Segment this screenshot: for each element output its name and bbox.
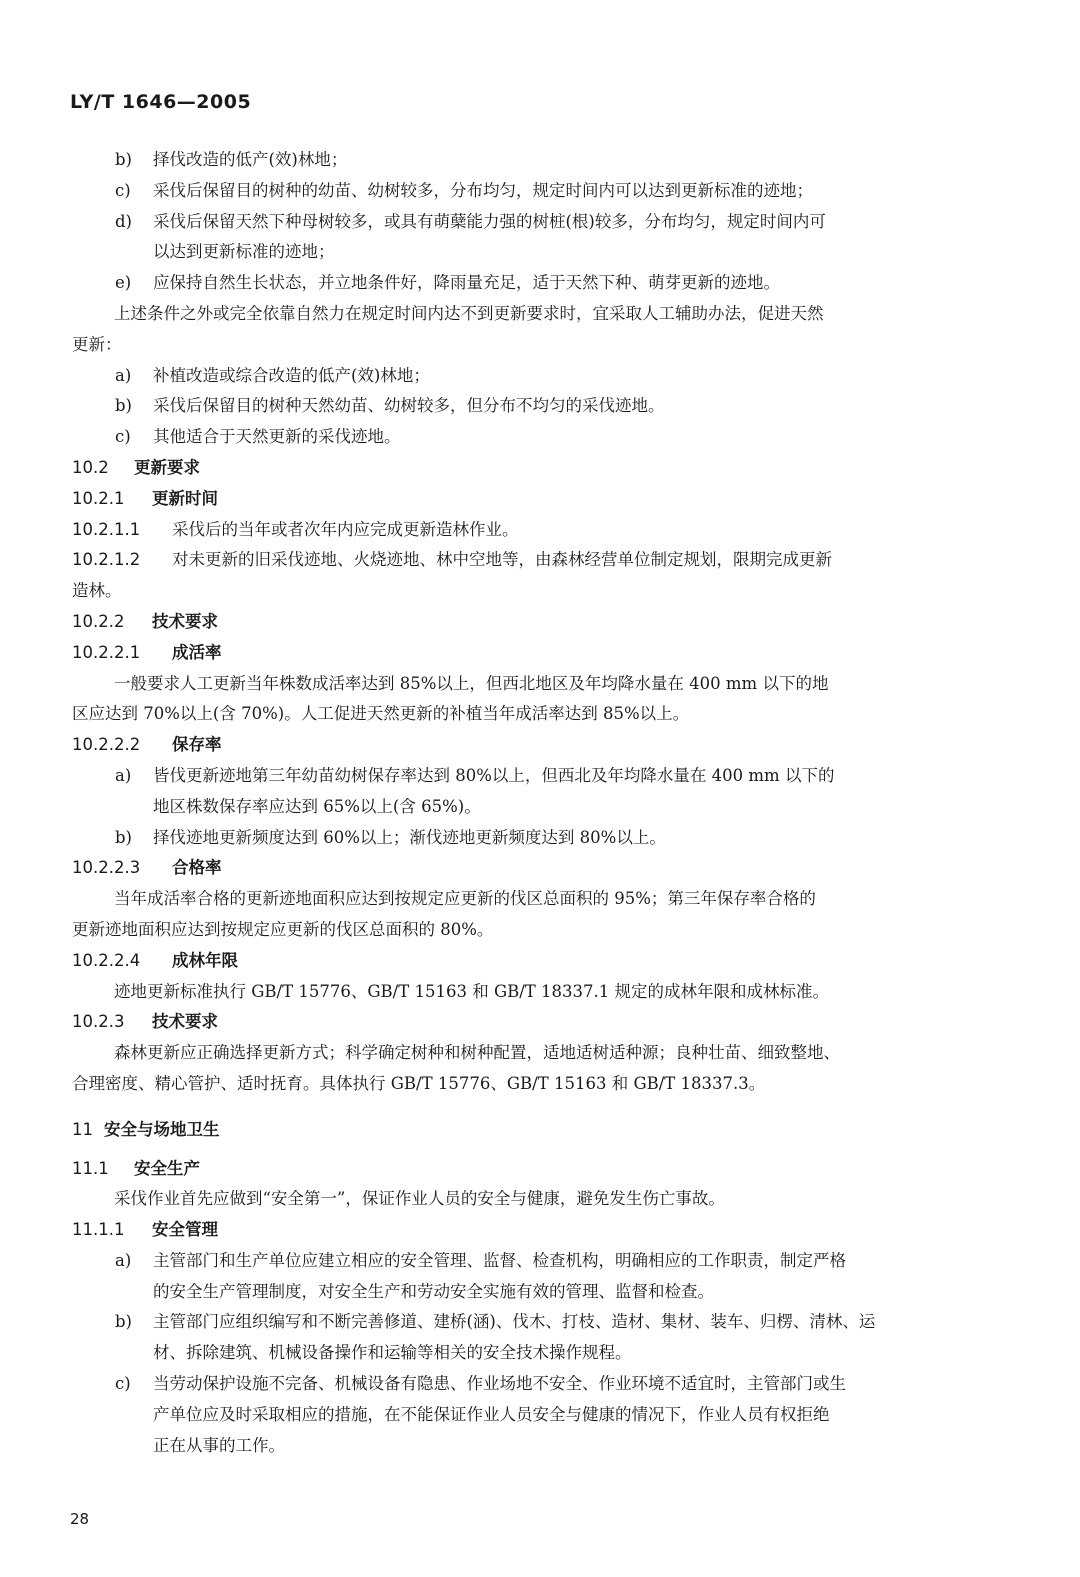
section-heading: [72, 853, 987, 884]
section-number: 10.2.1: [72, 488, 125, 508]
list-marker: b): [115, 150, 132, 169]
section-number: 11: [72, 1119, 93, 1139]
section-number: 10.2.1.2: [72, 550, 141, 570]
paragraph: 迹地更新标准执行 GB/T 15776、GB/T 15163 和 GB/T 18337.1 规定的成林年限和成林标准。: [114, 981, 830, 1001]
section-title: 成林年限: [172, 950, 238, 970]
section-number: 10.2.2.1: [72, 642, 141, 662]
list-item-continuation: 以达到更新标准的迹地；: [153, 242, 335, 262]
section-title: 技术要求: [152, 611, 218, 631]
list-marker: c): [115, 180, 131, 200]
list-item: [72, 823, 987, 854]
list-item: [72, 422, 987, 453]
list-item-continuation: 正在从事的工作。: [153, 1435, 285, 1455]
list-item-continuation: 产单位应及时采取相应的措施，在不能保证作业人员安全与健康的情况下，作业人员有权拒绝: [153, 1404, 830, 1424]
list-item: [72, 176, 987, 207]
paragraph-continuation: 区应达到 70%以上(含 70%)。人工促进天然更新的补植当年成活率达到 85%以上。: [72, 704, 690, 724]
list-marker: d): [115, 211, 132, 231]
section-number: 10.2.3: [72, 1012, 125, 1032]
section-title: 更新要求: [134, 457, 200, 477]
list-marker: a): [115, 365, 132, 385]
paragraph: 上述条件之外或完全依靠自然力在规定时间内达不到更新要求时，宜采取人工辅助办法，促进天然: [114, 303, 824, 323]
list-item-text: 应保持自然生长状态，并立地条件好，降雨量充足，适于天然下种、萌芽更新的迹地。: [153, 273, 780, 293]
section-heading: [72, 607, 987, 638]
list-marker: b): [115, 1312, 132, 1332]
section-number: 11.1.1: [72, 1220, 125, 1240]
section-title: 合格率: [172, 858, 222, 878]
paragraph: 森林更新应正确选择更新方式；科学确定树种和树种配置，适地适树适种源；良种壮苗、细致整地、: [114, 1043, 840, 1063]
section-heading: [72, 1007, 987, 1038]
list-item: [72, 391, 987, 422]
section-title: 技术要求: [152, 1012, 218, 1032]
paragraph-continuation: 更新：: [72, 334, 122, 354]
list-marker: b): [115, 827, 132, 847]
list-marker: e): [115, 273, 132, 293]
section-heading: [72, 946, 987, 977]
list-item: [72, 761, 987, 792]
list-item-text: 择伐改造的低产(效)林地；: [153, 150, 348, 169]
clause-text: 采伐后的当年或者次年内应完成更新造林作业。: [172, 519, 519, 539]
list-item-continuation: 材、拆除建筑、机械设备操作和运输等相关的安全技术操作规程。: [153, 1343, 632, 1363]
section-number: 10.2: [72, 457, 109, 477]
list-item: [72, 361, 987, 392]
section-title: 安全管理: [152, 1220, 218, 1240]
list-item-text: 补植改造或综合改造的低产(效)林地；: [153, 365, 430, 385]
list-item: [72, 1246, 987, 1277]
document-body: [72, 145, 987, 1461]
list-marker: c): [115, 427, 131, 447]
list-item-text: 采伐后保留目的树种的幼苗、幼树较多，分布均匀，规定时间内可以达到更新标准的迹地；: [153, 180, 813, 200]
list-item-text: 采伐后保留天然下种母树较多，或具有萌蘖能力强的树桩(根)较多，分布均匀，规定时间内可: [153, 211, 826, 231]
section-number: 10.2.2: [72, 611, 125, 631]
section-number: 10.2.2.3: [72, 858, 141, 878]
paragraph: 采伐作业首先应做到“安全第一”，保证作业人员的安全与健康，避免发生伤亡事故。: [114, 1189, 725, 1209]
paragraph: 一般要求人工更新当年株数成活率达到 85%以上，但西北地区及年均降水量在 400 mm 以下的地: [114, 673, 829, 693]
document-id-header: LY/T 1646—2005: [70, 91, 252, 113]
clause: [72, 545, 987, 576]
section-title: 保存率: [172, 735, 222, 755]
page-number: 28: [70, 1510, 90, 1528]
list-marker: c): [115, 1374, 131, 1394]
section-number: 10.2.1.1: [72, 519, 141, 539]
section-title: 安全与场地卫生: [104, 1119, 220, 1139]
list-marker: b): [115, 396, 132, 416]
section-heading: [72, 1154, 987, 1185]
list-item-text: 主管部门应组织编写和不断完善修道、建桥(涵)、伐木、打枝、造材、集材、装车、归楞、清林、运: [153, 1312, 876, 1332]
list-marker: a): [115, 1250, 132, 1270]
list-item: [72, 1307, 987, 1338]
section-heading: [72, 730, 987, 761]
list-marker: a): [115, 765, 132, 785]
clause-text: 对未更新的旧采伐迹地、火烧迹地、林中空地等，由森林经营单位制定规划，限期完成更新: [172, 550, 832, 570]
clause: [72, 515, 987, 546]
section-title: 成活率: [172, 642, 222, 662]
list-item-text: 择伐迹地更新频度达到 60%以上；渐伐迹地更新频度达到 80%以上。: [153, 827, 666, 847]
list-item: [72, 1369, 987, 1400]
section-heading: [72, 1215, 987, 1246]
section-heading: [72, 484, 987, 515]
section-number: 10.2.2.2: [72, 735, 141, 755]
section-heading: [72, 638, 987, 669]
paragraph: 当年成活率合格的更新迹地面积应达到按规定应更新的伐区总面积的 95%；第三年保存率合格的: [114, 889, 816, 909]
list-item-continuation: 的安全生产管理制度，对安全生产和劳动安全实施有效的管理、监督和检查。: [153, 1281, 714, 1301]
list-item-text: 主管部门和生产单位应建立相应的安全管理、监督、检查机构，明确相应的工作职责，制定严格: [153, 1250, 846, 1270]
list-item: [72, 207, 987, 238]
list-item: [72, 268, 987, 299]
section-heading: [72, 453, 987, 484]
list-item-text: 其他适合于天然更新的采伐迹地。: [153, 427, 401, 447]
list-item-continuation: 地区株数保存率应达到 65%以上(含 65%)。: [153, 796, 481, 816]
list-item-text: 采伐后保留目的树种天然幼苗、幼树较多，但分布不均匀的采伐迹地。: [153, 396, 665, 416]
list-item-text: 皆伐更新迹地第三年幼苗幼树保存率达到 80%以上，但西北及年均降水量在 400 mm 以下的: [153, 765, 835, 785]
clause-continuation: 造林。: [72, 581, 122, 601]
section-title: 更新时间: [152, 488, 218, 508]
section-number: 11.1: [72, 1158, 109, 1178]
paragraph-continuation: 更新迹地面积应达到按规定应更新的伐区总面积的 80%。: [72, 919, 494, 939]
paragraph-continuation: 合理密度、精心管护、适时抚育。具体执行 GB/T 15776、GB/T 15163 和 GB/T 18337.3。: [72, 1073, 766, 1093]
section-title: 安全生产: [134, 1158, 200, 1178]
list-item-text: 当劳动保护设施不完备、机械设备有隐患、作业场地不安全、作业环境不适宜时，主管部门或生: [153, 1374, 846, 1394]
chapter-heading: [72, 1115, 987, 1146]
section-number: 10.2.2.4: [72, 950, 141, 970]
list-item: [72, 145, 987, 176]
